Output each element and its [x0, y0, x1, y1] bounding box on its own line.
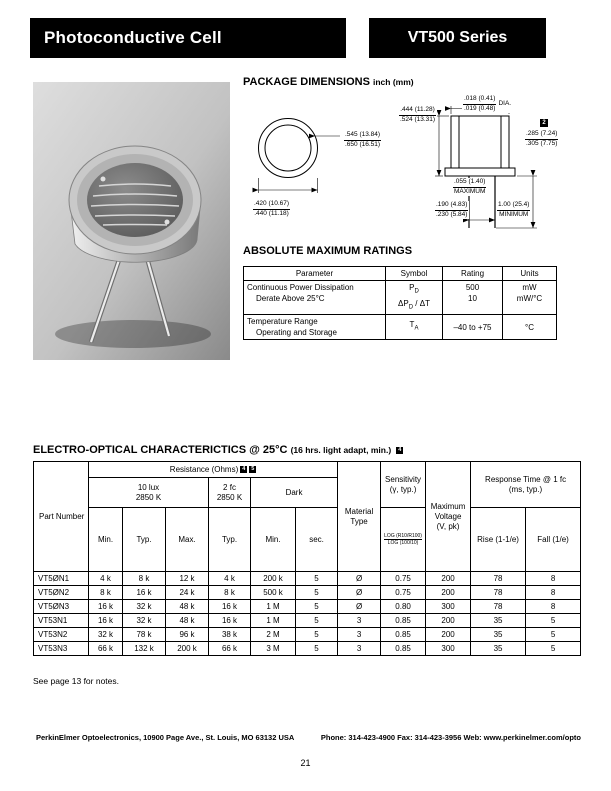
- package-dimensions-heading: [243, 76, 414, 88]
- page-title: Photoconductive Cell: [44, 28, 222, 47]
- eo-table-row: [34, 600, 581, 614]
- header-label: 2 fc: [223, 482, 236, 492]
- eo-cell: 5: [296, 600, 338, 614]
- eo-cell: 24 k: [166, 586, 209, 600]
- eo-cell: 8: [526, 572, 581, 586]
- eo-cell: 1 M: [251, 614, 296, 628]
- formula-numerator: LOG (R10/R100): [384, 532, 422, 539]
- eo-cell: 96 k: [166, 628, 209, 642]
- dim-value-top: .190 (4.83): [435, 201, 468, 211]
- header-part-number: [34, 462, 89, 572]
- dim-value-bottom: .230 (5.84): [436, 210, 468, 218]
- dim-value-top: .055 (1.40): [453, 178, 486, 188]
- max-ratings-heading: [243, 245, 412, 257]
- eo-cell: 5: [526, 614, 581, 628]
- eo-header-row-3: [34, 508, 581, 572]
- eo-cell: 8 k: [209, 586, 251, 600]
- header-sensitivity: [381, 462, 426, 508]
- electro-optical-table: [33, 461, 581, 656]
- header-label: Maximum: [430, 501, 466, 511]
- eo-cell: 32 k: [89, 628, 123, 642]
- eo-cell: 35: [471, 614, 526, 628]
- product-photo: [33, 82, 230, 360]
- ratings-row-power: [244, 281, 557, 315]
- eo-cell: 78 k: [123, 628, 166, 642]
- eo-cell: 200 k: [166, 642, 209, 656]
- col-rating: Rating: [443, 267, 503, 281]
- symbol: $\Delta P_D$ / ΔT: [398, 298, 430, 311]
- dim-dia-suffix: DIA.: [498, 99, 512, 107]
- dim-value-top: .285 (7.24): [525, 130, 558, 140]
- eo-cell: 5: [296, 614, 338, 628]
- header-min-dark: Min.: [251, 508, 296, 572]
- header-label: Response Time @ 1 fc: [485, 474, 567, 484]
- eo-cell: 35: [471, 642, 526, 656]
- eo-cell: 5: [296, 586, 338, 600]
- eo-table-row: [34, 572, 581, 586]
- dim-value-bottom: .440 (11.18): [254, 209, 289, 217]
- eo-cell: 3: [338, 628, 381, 642]
- package-dimensions-title: PACKAGE DIMENSIONS: [243, 76, 370, 88]
- eo-title: ELECTRO-OPTICAL CHARACTERICTICS @ 25°C: [33, 444, 288, 456]
- dim-value-bottom: .650 (16.51): [345, 140, 381, 148]
- header-min-10lux: Min.: [89, 508, 123, 572]
- dim-value-top: 1.00 (25.4): [497, 201, 530, 211]
- dim-cell-diameter: [398, 106, 437, 124]
- header-typ-10lux: Typ.: [123, 508, 166, 572]
- eo-cell: 3 M: [251, 642, 296, 656]
- units-value: mW: [522, 283, 537, 292]
- units-value: mW/°C: [516, 294, 543, 303]
- eo-table-row: [34, 614, 581, 628]
- dim-value-bottom: .524 (13.31): [400, 115, 436, 123]
- eo-cell: Ø: [338, 586, 381, 600]
- part-number-cell: VT53N2: [34, 628, 89, 642]
- part-number-cell: VT53N3: [34, 642, 89, 656]
- eo-cell: 200 k: [251, 572, 296, 586]
- eo-cell: 0.80: [381, 600, 426, 614]
- dim-lead-length: [496, 201, 531, 219]
- eo-cell: 32 k: [123, 614, 166, 628]
- units-value: °C: [525, 322, 534, 332]
- eo-cell: 38 k: [209, 628, 251, 642]
- header-bar: [30, 18, 346, 58]
- header-label: Part Number: [39, 511, 85, 521]
- eo-cell: 78: [471, 600, 526, 614]
- dim-can-diameter: [343, 131, 382, 149]
- part-number-cell: VT5ØN3: [34, 600, 89, 614]
- note-ref-icon: 4: [242, 465, 246, 472]
- rating-value: 10: [468, 294, 477, 303]
- header-max-10lux: Max.: [166, 508, 209, 572]
- header-2fc: [209, 478, 251, 508]
- eo-cell: 78: [471, 586, 526, 600]
- eo-cell: 3: [338, 614, 381, 628]
- eo-cell: 8 k: [89, 586, 123, 600]
- eo-cell: 132 k: [123, 642, 166, 656]
- eo-cell: 4 k: [89, 572, 123, 586]
- eo-cell: 200: [426, 628, 471, 642]
- dim-value-top: .018 (0.41): [463, 95, 496, 105]
- dim-value-bottom: .305 (7.75): [526, 139, 558, 147]
- ratings-row-temperature: [244, 315, 557, 340]
- eo-cell: 8: [526, 600, 581, 614]
- dim-value-top: .545 (13.84): [344, 131, 381, 141]
- eo-cell: 300: [426, 642, 471, 656]
- max-ratings-title: ABSOLUTE MAXIMUM RATINGS: [243, 245, 413, 257]
- col-units: Units: [503, 267, 557, 281]
- eo-cell: 8: [526, 586, 581, 600]
- header-max-voltage: [426, 462, 471, 572]
- header-label: Material Type: [344, 506, 374, 526]
- eo-cell: 200: [426, 586, 471, 600]
- eo-cell: 200: [426, 614, 471, 628]
- dim-flange-thickness: [452, 178, 487, 196]
- footer-address: PerkinElmer Optoelectronics, 10900 Page Ave., St. Louis, MO 63132 USA: [36, 733, 295, 742]
- header-resistance: [89, 462, 338, 478]
- eo-cell: Ø: [338, 572, 381, 586]
- header-10lux: [89, 478, 209, 508]
- package-unit-note: inch (mm): [372, 77, 414, 87]
- rating-value: 500: [465, 283, 480, 292]
- eo-cell: 5: [296, 628, 338, 642]
- eo-cell: 8 k: [123, 572, 166, 586]
- dim-base-diameter: [252, 200, 291, 218]
- eo-cell: 5: [296, 642, 338, 656]
- dim-value-top: .444 (11.28): [399, 106, 436, 116]
- dim-lead-spacing: [524, 130, 559, 148]
- eo-cell: 5: [296, 572, 338, 586]
- header-label: (ms, typ.): [508, 484, 543, 494]
- dim-value-top: .420 (10.67): [253, 200, 290, 210]
- param-line: Derate Above 25°C: [256, 294, 325, 303]
- eo-cell: 3: [338, 642, 381, 656]
- header-label: (V, pk): [436, 521, 460, 531]
- param-line: Temperature Range: [247, 317, 318, 327]
- note-ref-2: 2: [540, 119, 548, 127]
- header-material-type: [338, 462, 381, 572]
- eo-header-row-1: [34, 462, 581, 478]
- series-title: VT500 Series: [407, 29, 508, 46]
- eo-cell: 35: [471, 628, 526, 642]
- eo-cell: Ø: [338, 600, 381, 614]
- eo-cell: 300: [426, 600, 471, 614]
- header-typ-2fc: Typ.: [209, 508, 251, 572]
- eo-cell: 12 k: [166, 572, 209, 586]
- header-label: Dark: [285, 487, 303, 497]
- col-parameter: Parameter: [244, 267, 386, 281]
- dim-lead-diameter: [462, 95, 512, 113]
- header-label: 2850 K: [135, 492, 162, 502]
- header-fall: Fall (1/e): [526, 508, 581, 572]
- header-label: 2850 K: [216, 492, 243, 502]
- dim-qualifier: MINIMUM: [499, 210, 529, 218]
- eo-table-row: [34, 586, 581, 600]
- note-ref-icon: 5: [251, 465, 255, 472]
- header-sec-dark: sec.: [296, 508, 338, 572]
- part-number-cell: VT5ØN1: [34, 572, 89, 586]
- header-label: (γ, typ.): [389, 484, 417, 494]
- eo-cell: 0.85: [381, 614, 426, 628]
- eo-cell: 2 M: [251, 628, 296, 642]
- eo-cell: 66 k: [209, 642, 251, 656]
- header-rise: Rise (1-1/e): [471, 508, 526, 572]
- param-line: Operating and Storage: [256, 328, 337, 338]
- symbol: $P_D$: [409, 283, 419, 295]
- eo-table-row: [34, 642, 581, 656]
- dim-value-bottom: .019 (0.48): [464, 104, 496, 112]
- header-label: 10 lux: [137, 482, 160, 492]
- eo-heading: [33, 444, 403, 456]
- eo-cell: 500 k: [251, 586, 296, 600]
- max-ratings-table: [243, 266, 557, 340]
- eo-subtitle: (16 hrs. light adapt, min.): [290, 445, 392, 455]
- eo-cell: 0.75: [381, 586, 426, 600]
- eo-cell: 16 k: [89, 614, 123, 628]
- rating-value: –40 to +75: [453, 322, 492, 332]
- eo-cell: 48 k: [166, 600, 209, 614]
- eo-cell: 0.85: [381, 642, 426, 656]
- eo-cell: 16 k: [209, 600, 251, 614]
- eo-cell: 4 k: [209, 572, 251, 586]
- col-symbol: Symbol: [386, 267, 443, 281]
- eo-cell: 0.85: [381, 628, 426, 642]
- eo-table-row: [34, 628, 581, 642]
- dim-can-height: [434, 201, 469, 219]
- footer-contact: Phone: 314-423-4900 Fax: 314-423-3956 Web: www.perkinelmer.com/opto: [320, 733, 581, 742]
- param-line: Continuous Power Dissipation: [247, 283, 354, 292]
- header-label: Sensitivity: [385, 474, 422, 484]
- dim-qualifier: MAXIMUM: [454, 187, 486, 195]
- eo-cell: 32 k: [123, 600, 166, 614]
- page-number: 21: [300, 758, 311, 768]
- header-sensitivity-formula: [381, 508, 426, 572]
- eo-cell: 66 k: [89, 642, 123, 656]
- header-response-time: [471, 462, 581, 508]
- eo-cell: 1 M: [251, 600, 296, 614]
- eo-cell: 0.75: [381, 572, 426, 586]
- part-number-cell: VT53N1: [34, 614, 89, 628]
- symbol: $T_A$: [409, 320, 419, 332]
- part-number-cell: VT5ØN2: [34, 586, 89, 600]
- eo-cell: 200: [426, 572, 471, 586]
- footer: [36, 733, 581, 742]
- eo-cell: 16 k: [123, 586, 166, 600]
- eo-cell: 5: [526, 628, 581, 642]
- eo-cell: 78: [471, 572, 526, 586]
- eo-cell: 16 k: [209, 614, 251, 628]
- note-ref-icon: 4: [398, 447, 402, 453]
- ratings-header-row: [244, 267, 557, 281]
- header-dark: [251, 478, 338, 508]
- eo-cell: 48 k: [166, 614, 209, 628]
- header-label: Voltage: [434, 511, 462, 521]
- notes-text: See page 13 for notes.: [33, 676, 120, 686]
- photocell-image: [33, 82, 230, 360]
- header-label: Resistance (Ohms): [169, 464, 239, 474]
- eo-cell: 16 k: [89, 600, 123, 614]
- series-badge: [369, 18, 546, 58]
- eo-cell: 5: [526, 642, 581, 656]
- formula-denominator: LOG (100/10): [387, 540, 419, 546]
